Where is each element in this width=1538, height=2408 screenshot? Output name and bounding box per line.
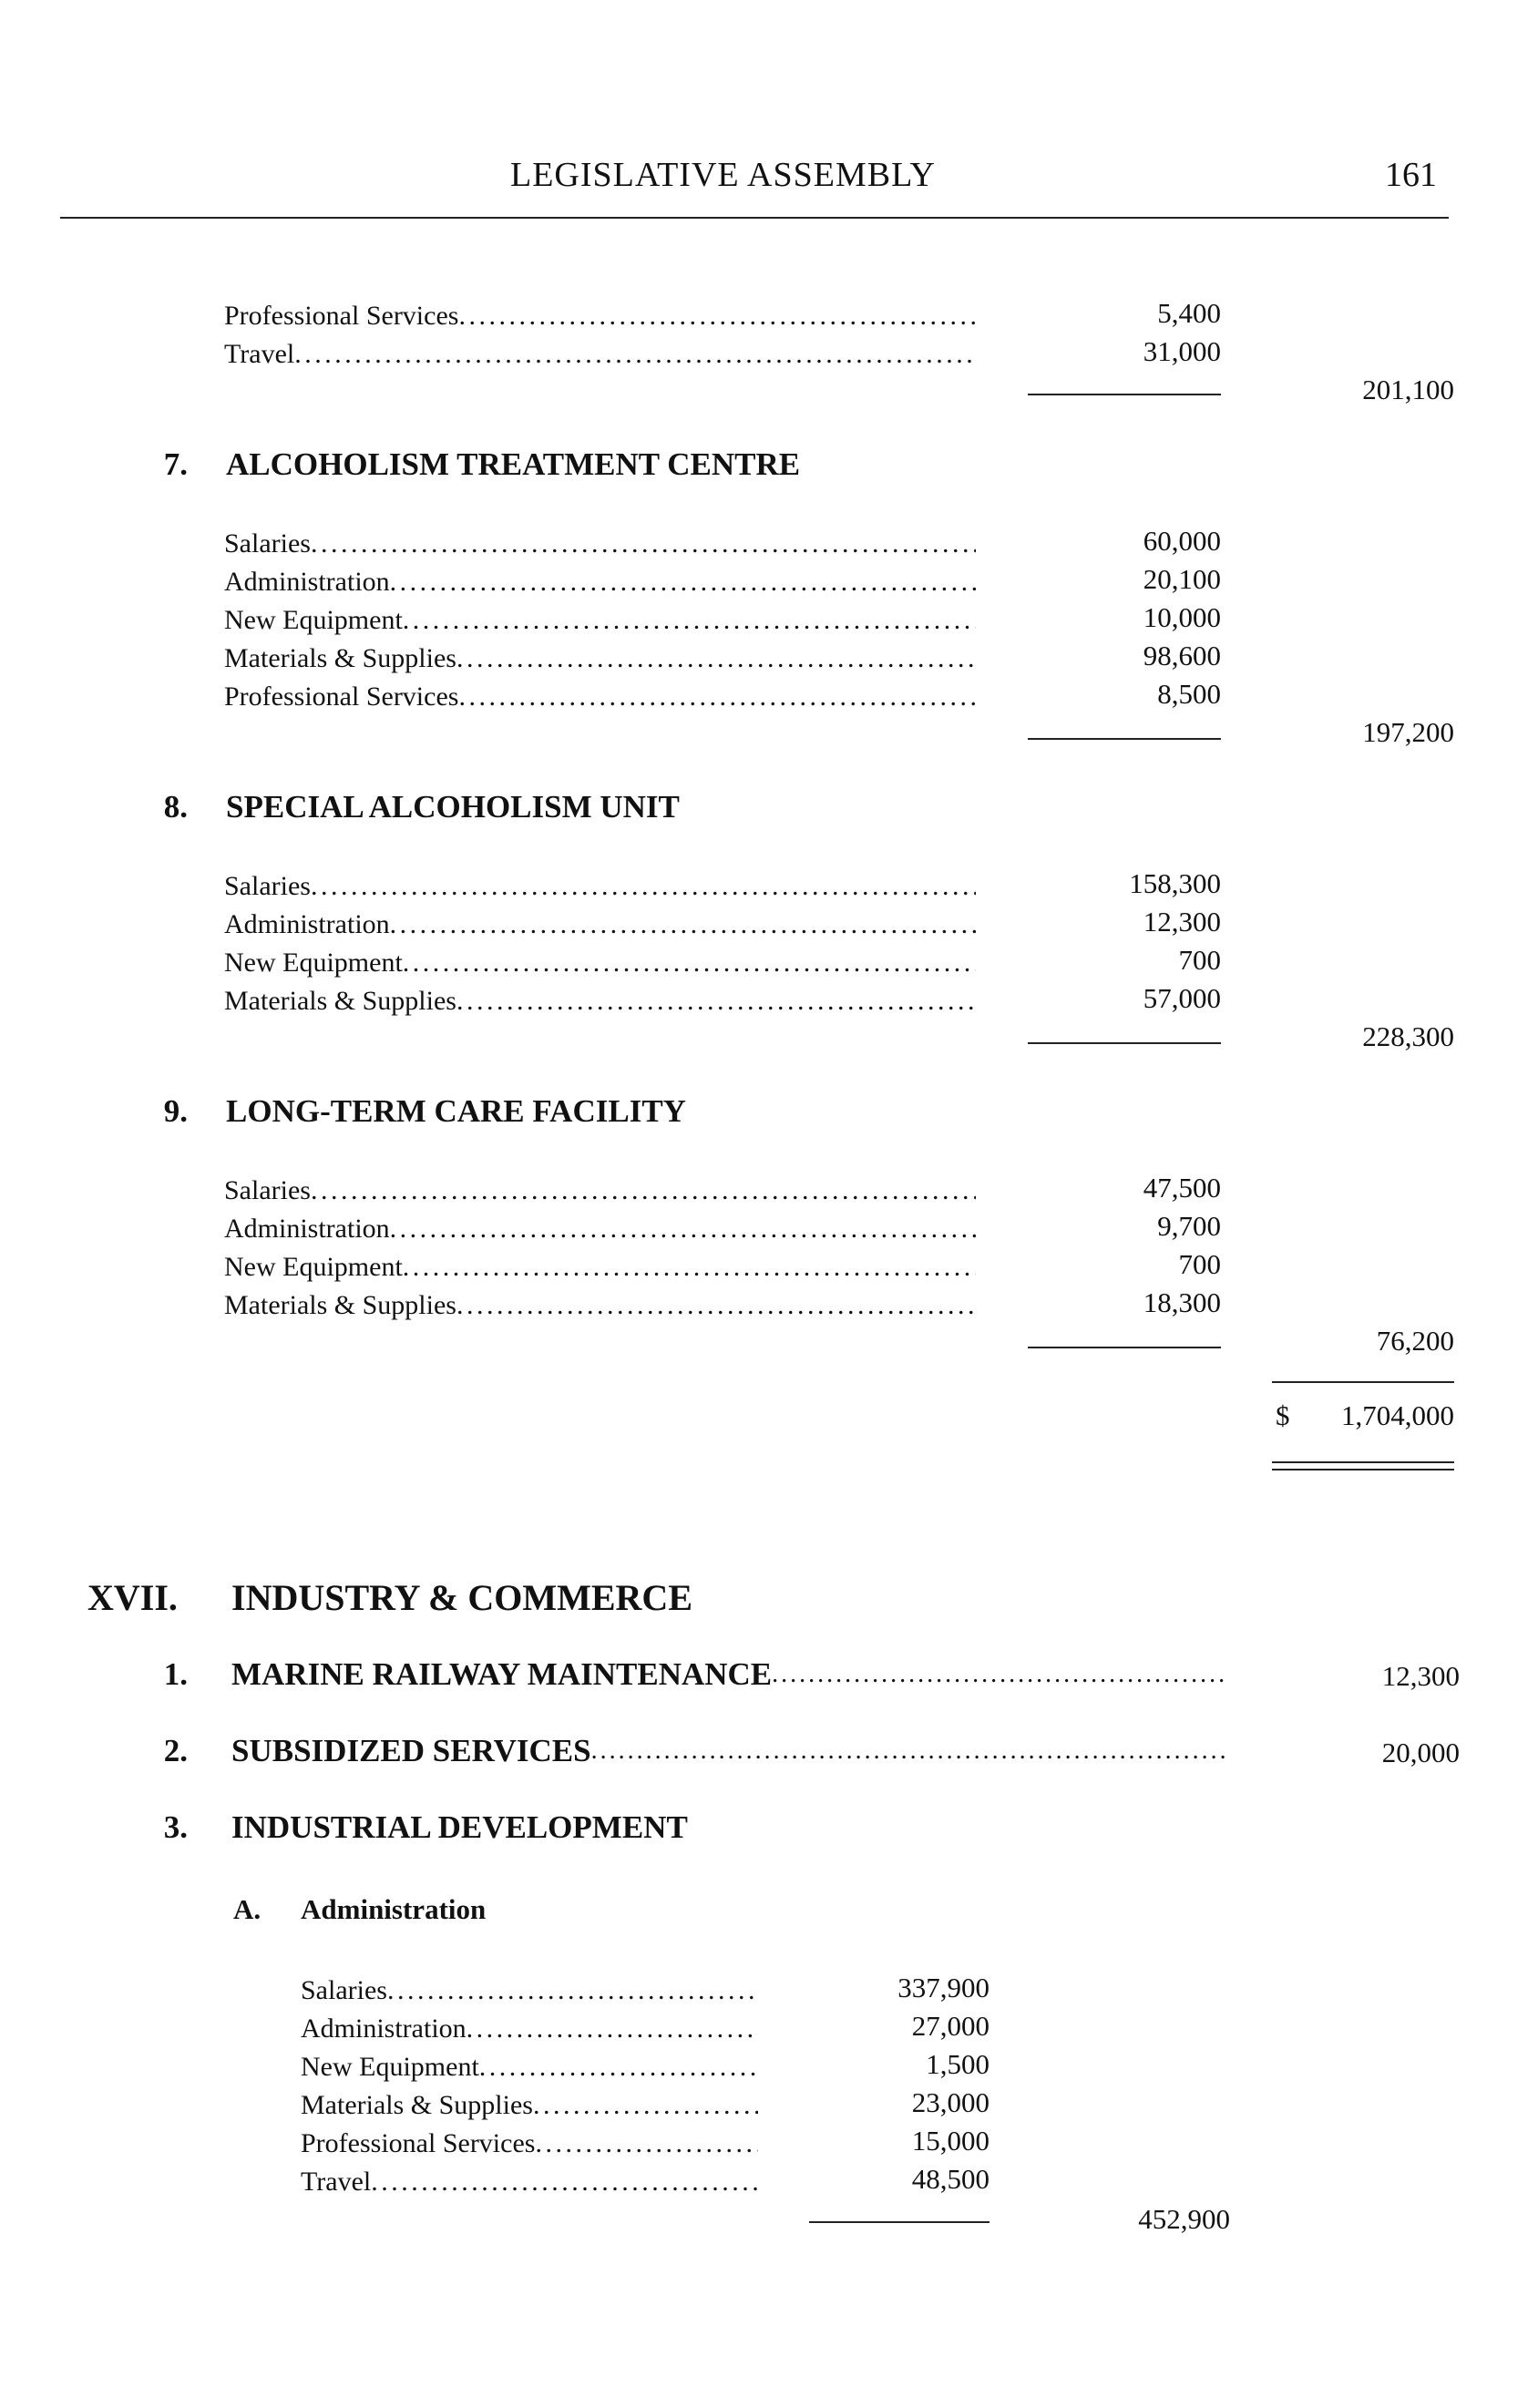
section-title: ALCOHOLISM TREATMENT CENTRE: [226, 446, 801, 482]
leader-dots: [479, 2048, 758, 2086]
page-header-title: LEGISLATIVE ASSEMBLY: [510, 156, 936, 194]
leader-dots: [390, 906, 976, 944]
item-amount: 27,000: [911, 2010, 989, 2042]
list-item: [224, 944, 976, 982]
leader-dots: [535, 2125, 758, 2163]
item-label: Professional Services: [301, 2128, 536, 2158]
list-item: [224, 1172, 976, 1210]
subtotal-rule: [809, 2221, 989, 2223]
list-item: [224, 867, 976, 906]
list-item: [224, 906, 976, 944]
leader-dots: [371, 2163, 758, 2201]
section-number: 3.: [163, 1809, 188, 1845]
list-item: [224, 1248, 976, 1286]
item-amount: 10,000: [1143, 601, 1221, 633]
section-total: 201,100: [1362, 374, 1454, 405]
item-label: Administration: [301, 2013, 467, 2044]
leader-dots: [467, 2010, 758, 2048]
leader-dots: [390, 563, 976, 601]
item-amount: 1,500: [926, 2048, 989, 2080]
section-title: SUBSIDIZED SERVICES: [231, 1733, 591, 1768]
grand-total-double-rule: [1272, 1461, 1454, 1470]
item-label: Administration: [224, 909, 390, 939]
leader-dots: [390, 1210, 976, 1248]
leader-dots: [772, 1655, 1228, 1695]
item-label: Salaries: [301, 1975, 387, 2005]
leader-dots: [456, 1286, 976, 1325]
item-amount: 48,500: [911, 2163, 989, 2195]
leader-dots: [403, 601, 976, 640]
section-number: 9.: [163, 1093, 188, 1129]
section-total: 20,000: [1381, 1737, 1460, 1768]
section-number: 2.: [163, 1733, 188, 1768]
item-amount: 5,400: [1157, 297, 1221, 329]
item-amount: 700: [1178, 944, 1221, 976]
list-item: [224, 563, 976, 601]
item-label: Administration: [224, 1214, 390, 1244]
item-amount: 98,600: [1143, 640, 1221, 671]
subsection-letter: A.: [233, 1893, 261, 1925]
item-amount: 47,500: [1143, 1172, 1221, 1204]
header-rule: [60, 217, 1449, 219]
list-item: [224, 335, 976, 374]
leader-dots: [456, 640, 976, 678]
section-number: 8.: [163, 789, 188, 825]
item-label: New Equipment: [224, 1252, 403, 1282]
subtotal-rule: [1028, 394, 1221, 395]
item-label: Materials & Supplies: [224, 986, 456, 1016]
part-title: INDUSTRY & COMMERCE: [231, 1577, 692, 1618]
section-total: 197,200: [1362, 716, 1454, 748]
leader-dots: [311, 1172, 976, 1210]
item-amount: 31,000: [1143, 335, 1221, 367]
subsection-total: 452,900: [1138, 2203, 1230, 2235]
section-title: SPECIAL ALCOHOLISM UNIT: [226, 789, 680, 825]
total-rule: [1272, 1381, 1454, 1383]
item-label: New Equipment: [224, 948, 403, 978]
item-label: Professional Services: [224, 301, 459, 331]
list-item: [301, 2163, 758, 2201]
list-item: [224, 640, 976, 678]
leader-dots: [456, 982, 976, 1020]
grand-total: 1,704,000: [1341, 1399, 1454, 1431]
list-item: [224, 982, 976, 1020]
item-amount: 15,000: [911, 2125, 989, 2157]
leader-dots: [311, 867, 976, 906]
section-total: 228,300: [1362, 1020, 1454, 1052]
list-item: [301, 2048, 758, 2086]
leader-dots: [533, 2086, 758, 2125]
leader-dots: [311, 525, 976, 563]
section-title: INDUSTRIAL DEVELOPMENT: [231, 1809, 688, 1845]
list-item: [224, 1286, 976, 1325]
item-amount: 20,100: [1143, 563, 1221, 595]
section-title: LONG-TERM CARE FACILITY: [226, 1093, 686, 1129]
list-item: [301, 1972, 758, 2010]
item-label: New Equipment: [301, 2052, 479, 2082]
list-item: [224, 1210, 976, 1248]
leader-dots: [403, 944, 976, 982]
item-amount: 700: [1178, 1248, 1221, 1280]
subtotal-rule: [1028, 738, 1221, 740]
item-label: Professional Services: [224, 681, 459, 712]
leader-dots: [403, 1248, 976, 1286]
leader-dots: [458, 678, 976, 716]
section-number: 1.: [163, 1656, 188, 1692]
leader-dots: [294, 335, 976, 374]
leader-dots: [458, 297, 976, 335]
subtotal-rule: [1028, 1347, 1221, 1348]
list-item: [224, 297, 976, 335]
item-amount: 60,000: [1143, 525, 1221, 557]
section-title: MARINE RAILWAY MAINTENANCE: [231, 1656, 773, 1692]
list-item: [224, 678, 976, 716]
item-amount: 8,500: [1157, 678, 1221, 710]
item-amount: 23,000: [911, 2086, 989, 2118]
item-label: Materials & Supplies: [224, 643, 456, 673]
section-title-line: [231, 1655, 1228, 1695]
item-label: Materials & Supplies: [301, 2090, 533, 2120]
list-item: [224, 525, 976, 563]
list-item: [301, 2010, 758, 2048]
section-total: 76,200: [1376, 1325, 1454, 1357]
item-label: Salaries: [224, 871, 311, 901]
item-amount: 12,300: [1143, 906, 1221, 938]
subtotal-rule: [1028, 1042, 1221, 1044]
item-label: Administration: [224, 567, 390, 597]
leader-dots: [591, 1731, 1228, 1771]
leader-dots: [387, 1972, 758, 2010]
page-number: 161: [1385, 156, 1437, 194]
section-total: 12,300: [1381, 1660, 1460, 1692]
item-label: Materials & Supplies: [224, 1290, 456, 1320]
item-amount: 57,000: [1143, 982, 1221, 1014]
section-title-line: [231, 1731, 1228, 1771]
subsection-title: Administration: [301, 1893, 487, 1925]
item-amount: 337,900: [897, 1972, 989, 2003]
part-number: XVII.: [87, 1577, 178, 1618]
currency-symbol: $: [1276, 1399, 1290, 1431]
item-amount: 18,300: [1143, 1286, 1221, 1318]
list-item: [224, 601, 976, 640]
list-item: [301, 2086, 758, 2125]
list-item: [301, 2125, 758, 2163]
item-label: New Equipment: [224, 605, 403, 635]
section-number: 7.: [163, 446, 188, 482]
item-label: Travel: [224, 339, 295, 369]
item-label: Travel: [301, 2167, 372, 2197]
item-amount: 158,300: [1129, 867, 1221, 899]
item-label: Salaries: [224, 1175, 311, 1205]
item-amount: 9,700: [1157, 1210, 1221, 1242]
item-label: Salaries: [224, 528, 311, 558]
